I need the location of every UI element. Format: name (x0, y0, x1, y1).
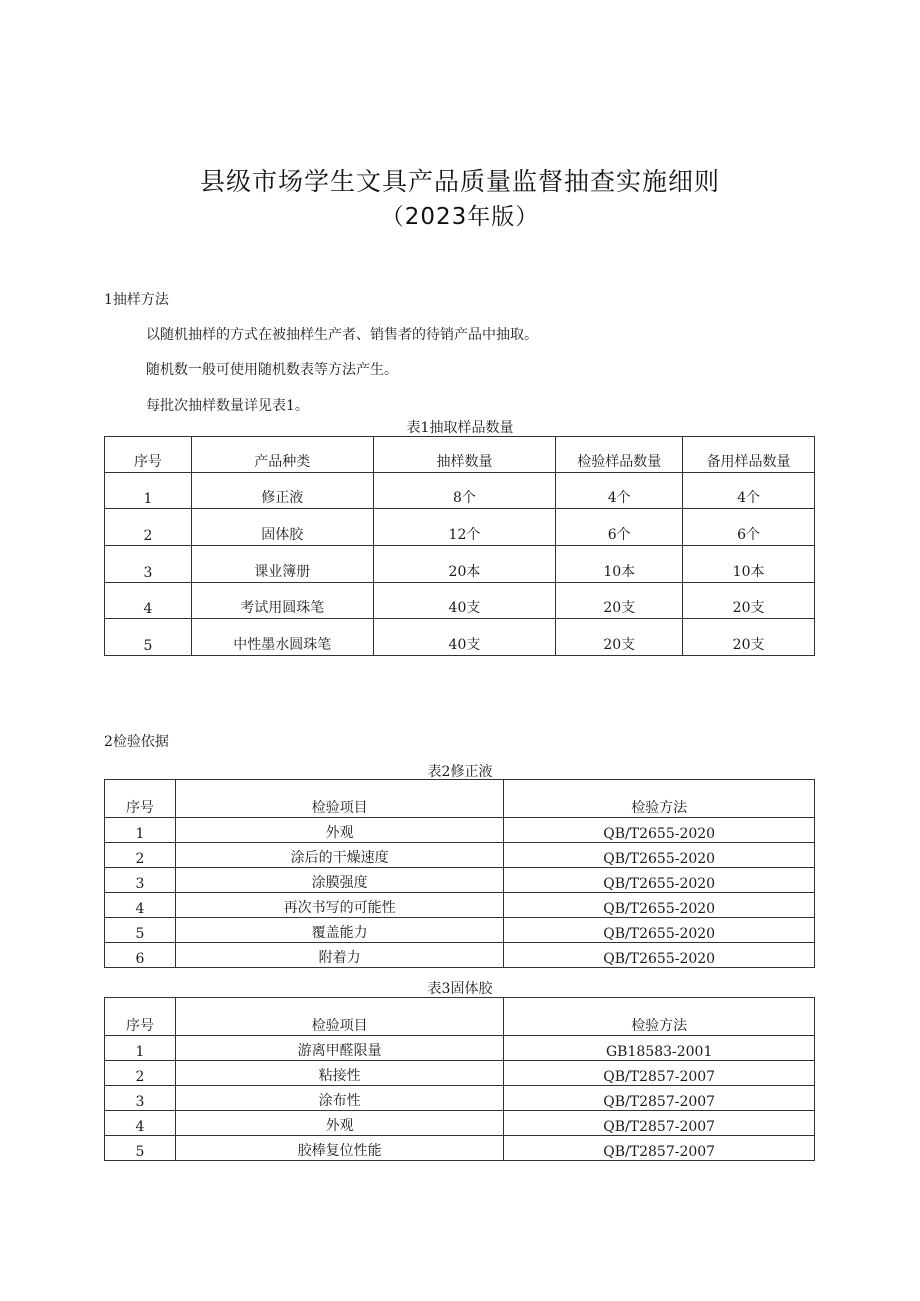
table-row (105, 893, 815, 918)
paragraph: 以随机抽样的方式在被抽样生产者、销售者的待销产品中抽取。 (146, 327, 538, 343)
table-cell: 外观 (175, 1111, 503, 1136)
header-cell: 抽样数量 (373, 437, 556, 473)
table-cell: 5 (105, 918, 176, 943)
table-cell: 5 (105, 1136, 176, 1161)
table3-caption: 表3固体胶 (427, 981, 493, 997)
table-cell: 中性墨水圆珠笔 (191, 619, 373, 656)
header-cell: 检验样品数量 (556, 437, 683, 473)
table-row (105, 1036, 815, 1061)
table-cell: 粘接性 (175, 1061, 503, 1086)
table-cell: QB/T2857-2007 (504, 1136, 815, 1161)
table-cell: 1 (105, 1036, 176, 1061)
table-cell: QB/T2655-2020 (504, 918, 815, 943)
table-cell: 4 (105, 583, 192, 619)
table-cell: 10本 (683, 546, 815, 583)
table-row (105, 1086, 815, 1111)
table-cell: 1 (105, 818, 176, 843)
table-cell: 1 (105, 473, 192, 509)
header-cell: 序号 (105, 437, 192, 473)
table-cell: 6个 (683, 509, 815, 546)
table-header-row (105, 998, 815, 1036)
section-heading-sampling-method: 1抽样方法 (104, 292, 169, 308)
table-row (105, 868, 815, 893)
table-row (105, 509, 815, 546)
table-cell: 课业簿册 (191, 546, 373, 583)
table-row (105, 843, 815, 868)
table-cell: QB/T2655-2020 (504, 818, 815, 843)
table-cell: 40支 (373, 583, 556, 619)
section-heading-inspection-basis: 2检验依据 (104, 734, 169, 750)
table-cell: 2 (105, 843, 176, 868)
header-cell: 检验项目 (175, 780, 503, 818)
table-cell: 20支 (683, 583, 815, 619)
table-cell: QB/T2655-2020 (504, 843, 815, 868)
table-cell: 40支 (373, 619, 556, 656)
table-cell: 5 (105, 619, 192, 656)
table-row (105, 546, 815, 583)
table-row (105, 473, 815, 509)
table1-caption: 表1抽取样品数量 (406, 420, 514, 436)
table-cell: 20支 (556, 619, 683, 656)
table-cell: 8个 (373, 473, 556, 509)
table-cell: 20支 (556, 583, 683, 619)
table-cell: 4个 (556, 473, 683, 509)
paragraph: 每批次抽样数量详见表1。 (146, 398, 309, 414)
table-row (105, 583, 815, 619)
table2-caption: 表2修正液 (427, 764, 493, 780)
header-cell: 检验方法 (504, 780, 815, 818)
table-cell: 游离甲醛限量 (175, 1036, 503, 1061)
table-cell: 6 (105, 943, 176, 968)
table-cell: 外观 (175, 818, 503, 843)
table-cell: 再次书写的可能性 (175, 893, 503, 918)
table-cell: 12个 (373, 509, 556, 546)
table-row (105, 619, 815, 656)
table-row (105, 943, 815, 968)
table-cell: 附着力 (175, 943, 503, 968)
table-cell: 涂后的干燥速度 (175, 843, 503, 868)
table-cell: GB18583-2001 (504, 1036, 815, 1061)
header-cell: 检验项目 (175, 998, 503, 1036)
table-cell: QB/T2655-2020 (504, 868, 815, 893)
table-header-row (105, 780, 815, 818)
table-cell: 10本 (556, 546, 683, 583)
header-cell: 产品种类 (191, 437, 373, 473)
header-cell: 序号 (105, 998, 176, 1036)
header-cell: 备用样品数量 (683, 437, 815, 473)
table-cell: 2 (105, 509, 192, 546)
table-cell: 涂膜强度 (175, 868, 503, 893)
table-cell: 2 (105, 1061, 176, 1086)
table-row (105, 918, 815, 943)
table-cell: QB/T2655-2020 (504, 893, 815, 918)
table-row (105, 1136, 815, 1161)
document-title: 县级市场学生文具产品质量监督抽查实施细则 (199, 167, 720, 196)
table-cell: QB/T2857-2007 (504, 1061, 815, 1086)
table-cell: 涂布性 (175, 1086, 503, 1111)
table-cell: 20支 (683, 619, 815, 656)
table-cell: 20本 (373, 546, 556, 583)
correction-fluid-inspection-table (104, 779, 815, 968)
table-row (105, 818, 815, 843)
table-cell: 4个 (683, 473, 815, 509)
header-cell: 序号 (105, 780, 176, 818)
table-row (105, 1111, 815, 1136)
table-cell: 3 (105, 1086, 176, 1111)
table-cell: 胶棒复位性能 (175, 1136, 503, 1161)
table-cell: 修正液 (191, 473, 373, 509)
table-cell: 覆盖能力 (175, 918, 503, 943)
glue-stick-inspection-table (104, 997, 815, 1161)
table-cell: 3 (105, 868, 176, 893)
table-cell: QB/T2857-2007 (504, 1111, 815, 1136)
paragraph: 随机数一般可使用随机数表等方法产生。 (146, 362, 398, 378)
table-cell: 固体胶 (191, 509, 373, 546)
table-cell: QB/T2857-2007 (504, 1086, 815, 1111)
table-cell: 6个 (556, 509, 683, 546)
table-cell: QB/T2655-2020 (504, 943, 815, 968)
table-cell: 3 (105, 546, 192, 583)
table-cell: 考试用圆珠笔 (191, 583, 373, 619)
header-cell: 检验方法 (504, 998, 815, 1036)
table-cell: 4 (105, 893, 176, 918)
table-cell: 4 (105, 1111, 176, 1136)
document-subtitle-edition: （2023年版） (380, 204, 540, 230)
table-header-row (105, 437, 815, 473)
sample-quantity-table (104, 436, 815, 656)
table-row (105, 1061, 815, 1086)
